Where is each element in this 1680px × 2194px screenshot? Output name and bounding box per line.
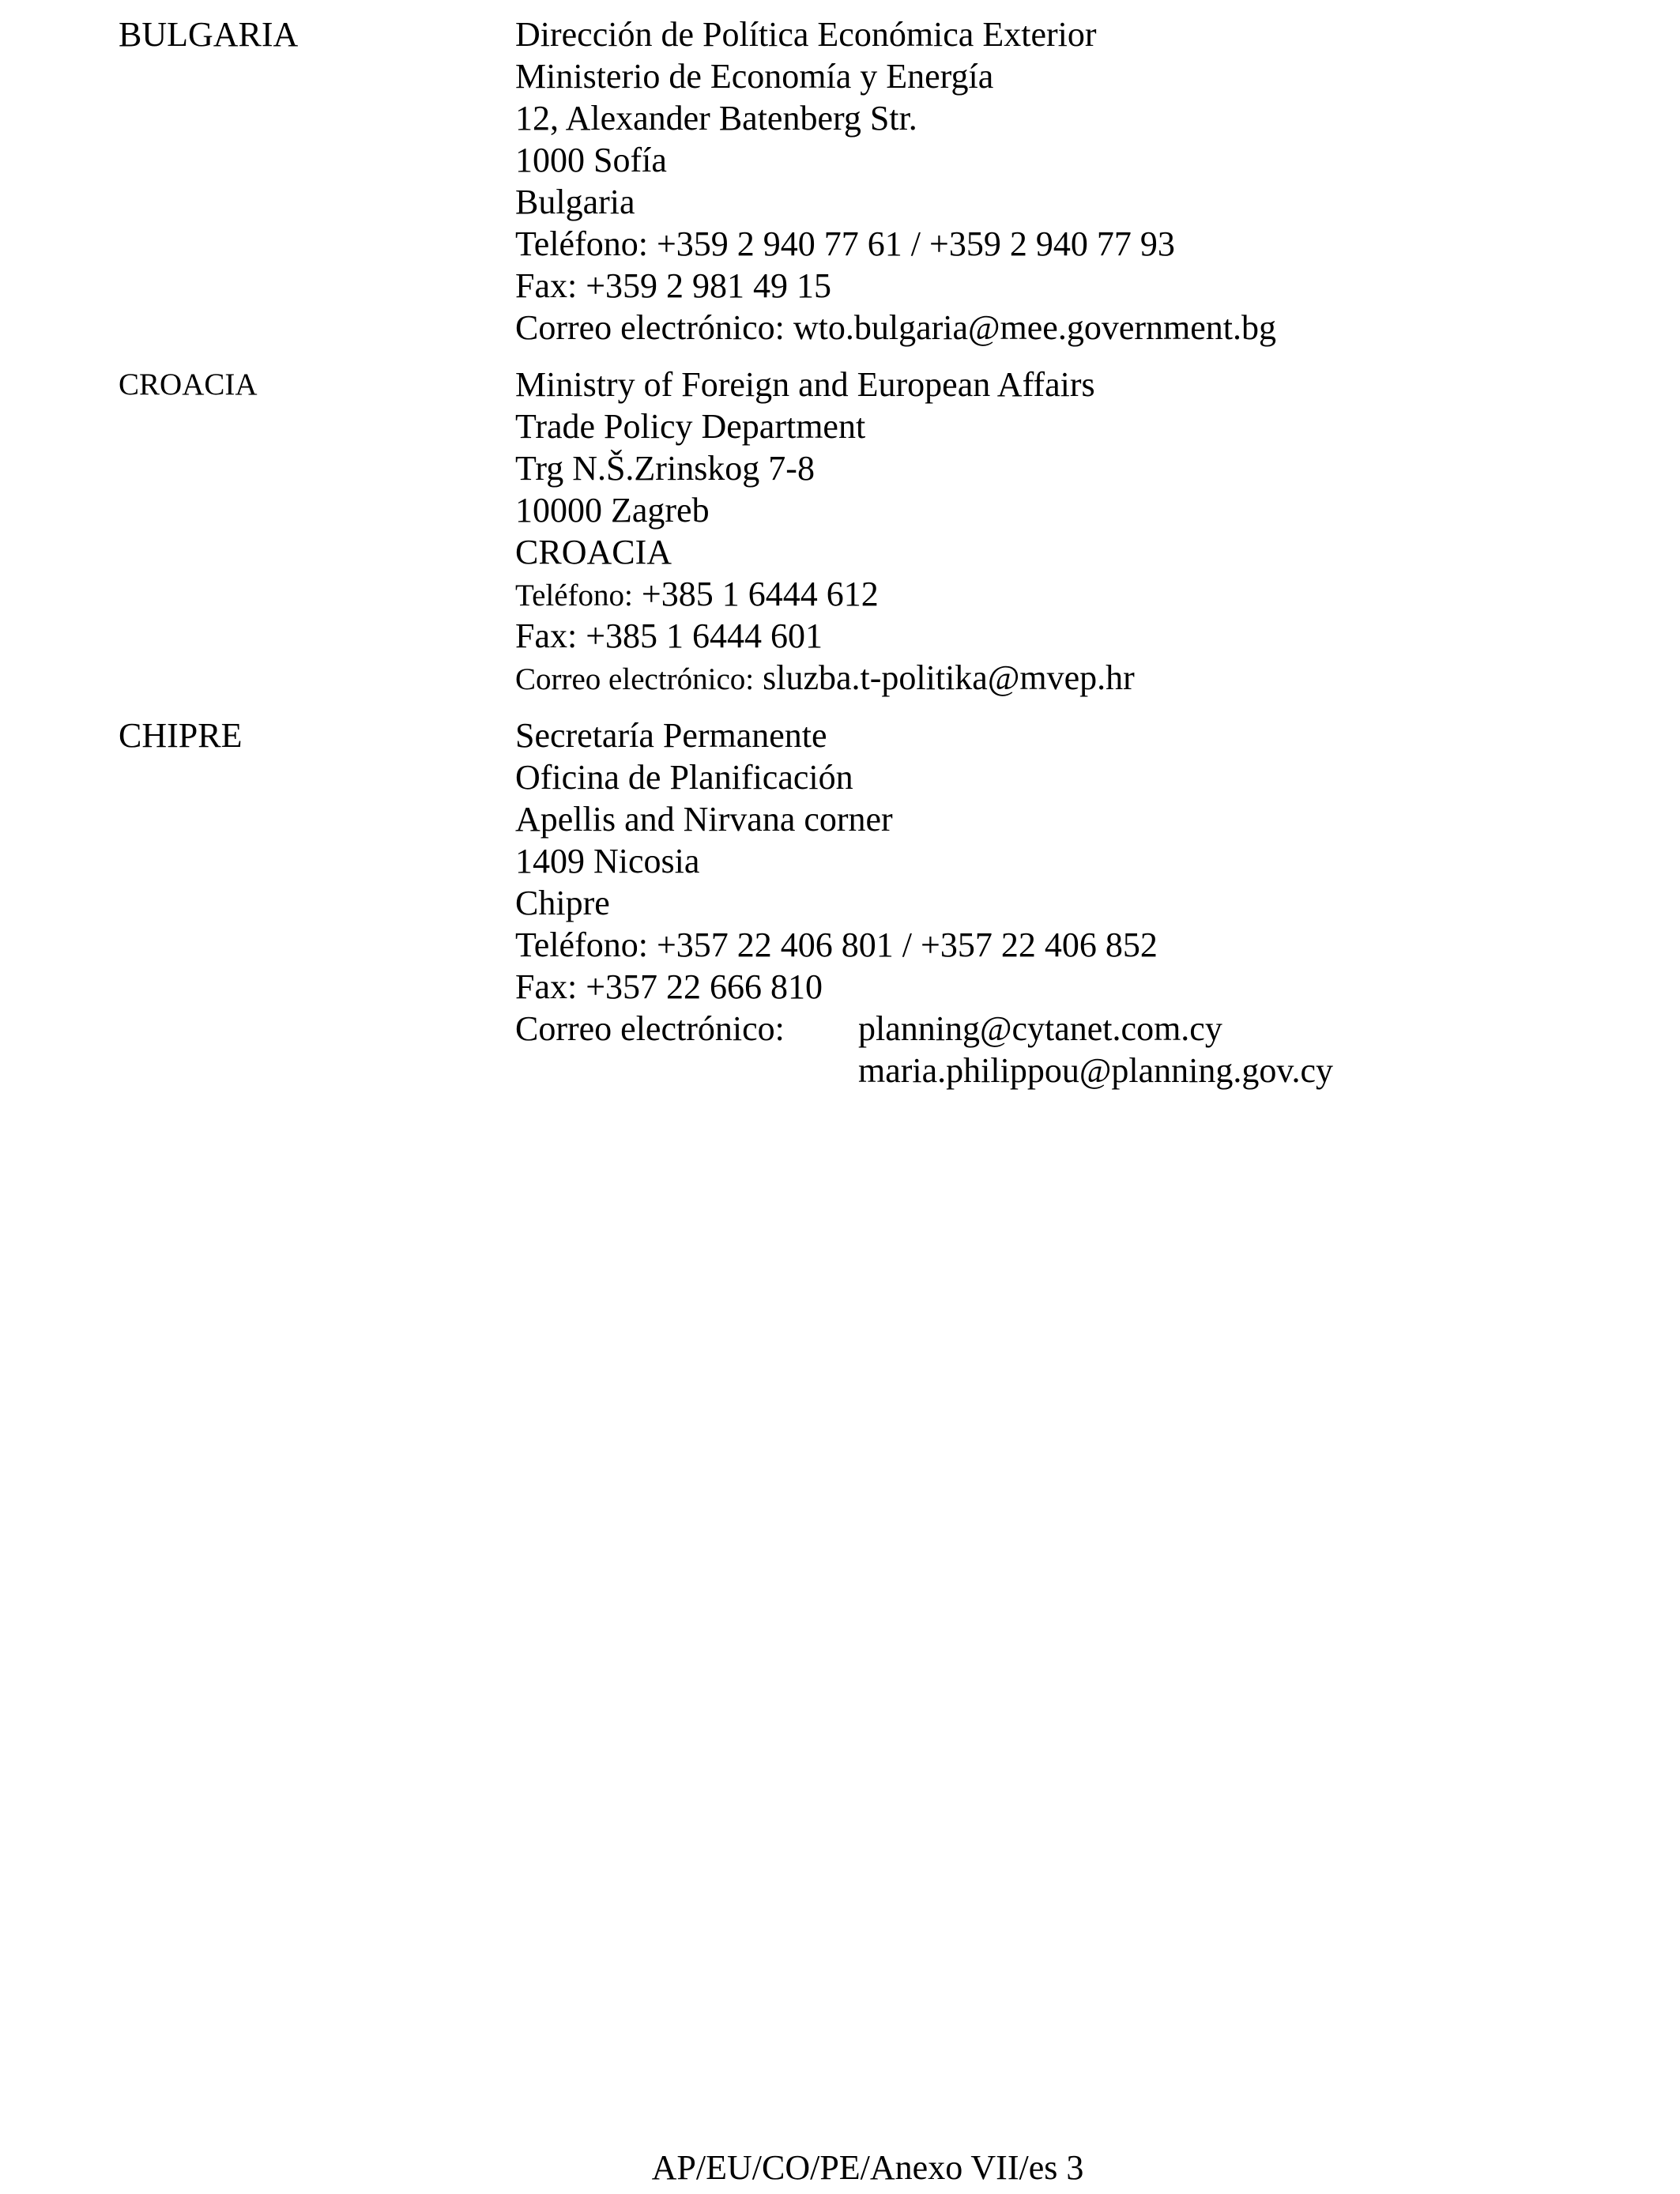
street-line: 12, Alexander Batenberg Str. <box>515 99 917 138</box>
phone-line: Teléfono: +357 22 406 801 / +357 22 406 852 <box>515 925 1158 964</box>
country-name: CHIPRE <box>119 716 243 755</box>
office-line: Dirección de Política Económica Exterior <box>515 15 1097 54</box>
email-value: planning@cytanet.com.cy <box>858 1009 1222 1048</box>
email-block <box>515 1008 1333 1091</box>
fax-line: Fax: +357 22 666 810 <box>515 967 823 1006</box>
country-name: BULGARIA <box>119 15 299 54</box>
email-list <box>858 1008 1333 1091</box>
fax-line: Fax: +385 1 6444 601 <box>515 616 823 655</box>
street-line: Trg N.Š.Zrinskog 7-8 <box>515 449 815 488</box>
email-label: Correo electrónico: <box>515 1009 785 1048</box>
department-line: Trade Policy Department <box>515 407 866 446</box>
city-line: 10000 Zagreb <box>515 491 710 530</box>
contact-block <box>515 364 1135 699</box>
phone-line: Teléfono: +359 2 940 77 61 / +359 2 940 77 93 <box>515 224 1175 263</box>
street-line: Apellis and Nirvana corner <box>515 800 893 839</box>
phone-value: +385 1 6444 612 <box>641 575 879 613</box>
country-line: Bulgaria <box>515 183 635 221</box>
country-line: CROACIA <box>515 533 672 571</box>
email-value: maria.philippou@planning.gov.cy <box>858 1051 1334 1090</box>
agency-line: Oficina de Planificación <box>515 758 853 797</box>
office-line: Ministry of Foreign and European Affairs <box>515 365 1095 404</box>
phone-line <box>515 573 1135 615</box>
country-line: Chipre <box>515 884 610 922</box>
office-line: Secretaría Permanente <box>515 716 827 755</box>
city-line: 1000 Sofía <box>515 141 667 179</box>
contact-block <box>515 714 1333 1091</box>
email-line: Correo electrónico: wto.bulgaria@mee.government.bg <box>515 308 1276 347</box>
email-label: Correo electrónico: <box>515 662 755 696</box>
email-value: sluzba.t-politika@mvep.hr <box>763 658 1135 697</box>
phone-label: Teléfono: <box>515 579 633 613</box>
fax-line: Fax: +359 2 981 49 15 <box>515 266 832 305</box>
ministry-line: Ministerio de Economía y Energía <box>515 57 994 96</box>
city-line: 1409 Nicosia <box>515 842 700 880</box>
country-name: CROACIA <box>119 368 258 401</box>
page-footer: AP/EU/CO/PE/Anexo VII/es 3 <box>651 2148 1084 2187</box>
email-line <box>515 657 1135 699</box>
contact-block <box>515 13 1276 349</box>
